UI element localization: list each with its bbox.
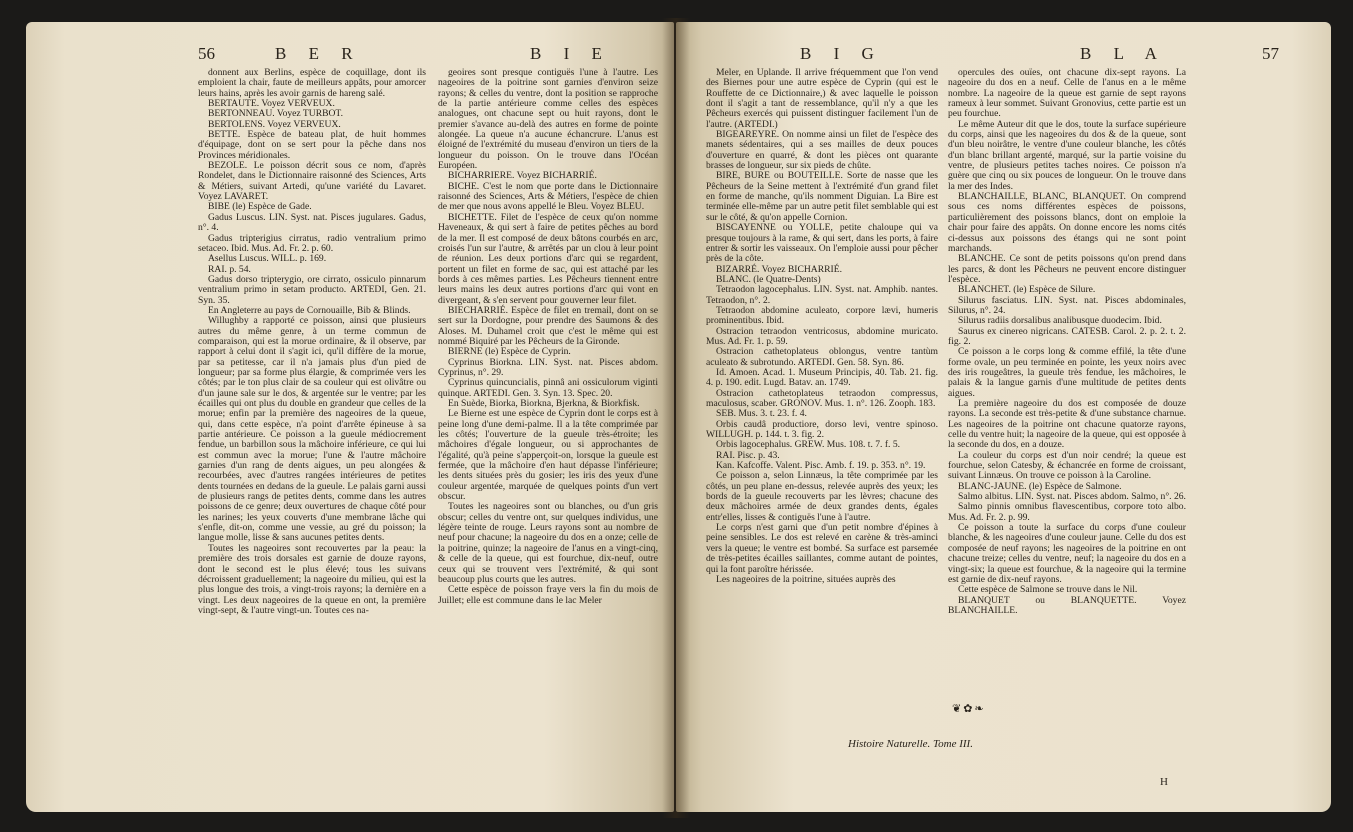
paragraph: BICHE. C'est le nom que porte dans le Dictionnaire raisonné des Sciences, Arts & Métiers, l'espèce de chien de mer que nous avons appellé le Bleu. Voyez BLEU.	[438, 180, 658, 213]
paragraph: BEZOLE. Le poisson décrit sous ce nom, d'après Rondelet, dans le Dictionnaire raisonné des Sciences, Arts & Métiers, suivant Artedi, qu'une variété du Lavaret. Voyez LAVARET.	[198, 160, 426, 203]
page-56-column-2	[438, 68, 658, 780]
page-57-column-1	[706, 68, 938, 718]
signature-mark: H	[1160, 776, 1168, 788]
paragraph: SEB. Mus. 3. t. 23. f. 4.	[716, 408, 807, 420]
paragraph: Toutes les nageoires sont recouvertes par la peau: la première des trois dorsales est garnie de douze rayons, dont le second est le plus élevé; tous les suivans décroissent graduellement; la nageoire du milieu, qui est la plus longue des trois, a vingt-trois rayons; la dernière en a vingt. Les deux nageoires de la queue en ont, la première vingt-sept, & l'autre vingt-un. Toutes ces na-	[198, 542, 426, 616]
paragraph: BLANC-JAUNE. (le) Espèce de Salmone.	[958, 480, 1122, 492]
paragraph: La couleur du corps est d'un noir cendré; la queue est fourchue, selon Catesby, & échancrée en forme de croissant, suivant Linnæus. On trouve ce poisson à la Caroline.	[948, 449, 1186, 482]
page-footer: Histoire Naturelle. Tome III.	[848, 738, 973, 750]
paragraph: BICHETTE. Filet de l'espèce de ceux qu'on nomme Haveneaux, & qui sert à faire de petites pêches au bord de la mer. Il est composé de deux bâtons courbés en arc, croisés l'un sur l'autre, & arrêtés par un clou à leur point de réunion. Les deux portions d'arc qui se regardent, portent un filet en forme de sac, qui est attaché par les bords à ces mêmes parties. Les Pêcheurs tiennent entre leurs mains les deux autres portions d'arc qui vont en divergeant, & s'en servent pour gouverner leur filet.	[438, 211, 658, 306]
running-head-bie: B I E	[530, 44, 611, 63]
paragraph: Gadus tripterigius cirratus, radio ventralium primo setaceo. Ibid. Mus. Ad. Fr. 2. p. 60.	[198, 232, 426, 254]
paragraph: Willughby a rapporté ce poisson, ainsi que plusieurs autres du même genre, à un terme commun de comparaison, qui est la morue ordinaire, & il observe, par rapport à celui dont il s'agit ici, qu'il diffère de la morue, par sa petitesse, car il n'a jamais plus d'un pied de longueur; par sa forme plus élargie, & comprimée vers les côtés; par le ton plus clair de sa couleur qui est olivâtre ou d'un jaune sale sur le dos, & argentée sur le ventre; par les écailles qui ont plus du double en grandeur que celles de la morue; enfin par la première des nageoires de la queue, qui, dans cette espèce, n'a point d'arrête épineuse à sa partie antérieure. Ce poisson a la gueule médiocrement fendue, un barbillon sous la mâchoire inférieure, ce qui lui est commun avec la morue; l'une & l'autre mâchoire garnies d'un rang de dents aigues, un peu alongées & recourbées, avec d'autres rangées intérieures de petites dents tournées en dedans de la gueule. Le palais garni aussi de plusieurs rangs de petites dents, comme dans les autres poissons de ce genre; deux ouvertures de chaque côté pour les narines; les yeux couverts d'une membrane lâche qui s'enfle, dit-on, comme une vessie, au gré du poisson; la langue molle, lisse & sans aucunes petites dents.	[198, 315, 426, 544]
paragraph: Le même Auteur dit que le dos, toute la surface supérieure du corps, ainsi que les nageoires du dos & de la queue, sont d'un bleu noirâtre, le ventre d'une couleur blanche, les côtés d'un blanc brillant argenté, marqué, sur la partie voisine du ventre, de plusieurs petites taches noires. Ce poisson n'a guère que cinq ou six pouces de longueur. On le trouve dans la mer des Indes.	[948, 118, 1186, 192]
paragraph: geoires sont presque contiguës l'une à l'autre. Les nageoires de la poitrine sont garnies d'environ seize rayons; & celles du ventre, dont la position se rapproche de la partie antérieure comme celles des espèces analogues, ont chacune sept ou huit rayons, dont le premier s'avance au-delà des autres en forme de pointe alongée. La queue n'a aucune échancrure. L'anus est éloigné de l'extrémité du museau d'environ un tiers de la longueur du poisson. On le trouve dans l'Océan Européen.	[438, 68, 658, 172]
paragraph: Cette espèce de Salmone se trouve dans le Nil.	[958, 584, 1138, 596]
paragraph: Toutes les nageoires sont ou blanches, ou d'un gris obscur; celles du ventre ont, sur quelques individus, une légère teinte de rouge. Leurs rayons sont au nombre de neuf pour chacune; la nageoire du dos en a onze; celle de la poitrine, quinze; la nageoire de l'anus en a vingt-cinq, & celle de la queue, qui est fourchue, dix-neuf, outre ceux qui se trouvent vers l'extrémité, & qui sont beaucoup plus courts que les autres.	[438, 501, 658, 585]
paragraph: BLANC. (le Quatre-Dents)	[716, 273, 821, 285]
paragraph: BIERNE (le) Espèce de Cyprin.	[448, 346, 571, 358]
running-head-big: B I G	[800, 44, 883, 63]
page-56-column-1	[198, 68, 426, 780]
paragraph: BIECHARRIÉ. Espèce de filet en tremail, dont on se sert sur la Dordogne, pour prendre des Saumons & des Aloses. M. Duhamel croit que c'est le même qui est nommé Biquiré par les Pêcheurs de la Gironde.	[438, 304, 658, 347]
paragraph: Le corps n'est garni que d'un petit nombre d'épines à peine sensibles. Le dos est relevé en carène & très-aminci vers la queue; le ventre est bombé. Sa surface est parsemée de très-petites écailles saillantes, comme autant de pointes, qui la font paroître hérissée.	[706, 522, 938, 575]
paragraph: Silurus fasciatus. LIN. Syst. nat. Pisces abdominales, Silurus, n°. 24.	[948, 294, 1186, 316]
paragraph: BLANCHE. Ce sont de petits poissons qu'on prend dans les parcs, & dont les Pêcheurs ne peuvent encore distinguer l'espèce.	[948, 253, 1186, 285]
paragraph: Gadus dorso tripterygio, ore cirrato, ossiculo pinnarum ventralium primo in setam producto. ARTEDI, Gen. 21. Syn. 35.	[198, 273, 426, 306]
paragraph: Les nageoires de la poitrine, situées auprès des	[716, 573, 896, 585]
page-number-left: 56	[198, 44, 215, 63]
paragraph: BIBE (le) Espèce de Gade.	[208, 201, 312, 213]
paragraph: BIZARRÉ. Voyez BICHARRIÉ.	[716, 263, 842, 275]
paragraph: Salmo albitus. LIN. Syst. nat. Pisces abdom. Salmo, n°. 26.	[958, 491, 1186, 503]
decorative-ornament-icon: ❦✿❧	[952, 702, 986, 715]
paragraph: Silurus radiis dorsalibus analibusque duodecim. Ibid.	[958, 315, 1162, 327]
paragraph: Gadus Luscus. LIN. Syst. nat. Pisces jugulares. Gadus, n°. 4.	[198, 211, 426, 234]
paragraph: La première nageoire du dos est composée de douze rayons. La seconde est très-petite & d'une substance charnue. Les nageoires de la poitrine ont chacune quatorze rayons, celle du ventre huit; la nageoire de la queue, qui est opposée à la seconde du dos, en a douze.	[948, 398, 1186, 451]
paragraph: Cyprinus quincuncialis, pinnâ ani ossiculorum viginti quinque. ARTEDI. Gen. 3. Syn. 13. Spec. 20.	[438, 377, 658, 399]
paragraph: Saurus ex cinereo nigricans. CATESB. Carol. 2. p. 2. t. 2. fig. 2.	[948, 325, 1186, 347]
paragraph: Le Bierne est une espèce de Cyprin dont le corps est à peine long d'une demi-palme. Il a la tête comprimée par les côtés; l'ouverture de la gueule très-étroite; les mâchoires d'égale longueur, ou si approchantes de l'égalité, qu'à peine s'apperçoit-on, lorsque la gueule est fermée, que la mâchoire d'en haut dépasse l'inférieure; les dents situées près du gosier; les iris des yeux d'une couleur argentée, marquée de quelques points d'un vert obscur.	[438, 408, 658, 503]
paragraph: Ce poisson a, selon Linnæus, la tête comprimée par les côtés, un peu plane en-dessus, relevée auprès des yeux; les bords de la gueule recouverts par les lèvres; chacune des deux mâchoires armée de deux grandes dents, égales entr'elles, lisses & contiguës l'une à l'autre.	[706, 470, 938, 523]
paragraph: Ostracion tetraodon ventricosus, abdomine muricato. Mus. Ad. Fr. 1. p. 59.	[706, 325, 938, 347]
paragraph: BETTE. Espèce de bateau plat, de huit hommes d'équipage, dont on se sert pour la pêche dans nos Provinces méridionales.	[198, 129, 426, 161]
paragraph: BLANCHET. (le) Espèce de Silure.	[958, 284, 1096, 296]
paragraph: BIGEAREYRE. On nomme ainsi un filet de l'espèce des manets sédentaires, qui a ses mailles de deux pouces d'ouverture en quarré, & dont les pièces ont quarante brasses de longueur, sur six pieds de chûte.	[706, 129, 938, 172]
paragraph: RAI. Pisc. p. 43.	[716, 449, 780, 461]
paragraph: BIRE, BURE ou BOUTEILLE. Sorte de nasse que les Pêcheurs de la Seine mettent à l'extrémité d'un grand filet en forme de manche, qu'ils nomment Diguian. La Bire est terminée elle-même par un autre petit filet semblable qui est sur le côté, & qu'on appelle Cornion.	[706, 170, 938, 223]
paragraph: En Suède, Biorka, Biorkna, Bjerkna, & Biorkfisk.	[448, 398, 640, 409]
paragraph: BICHARRIERE. Voyez BICHARRIÉ.	[448, 170, 597, 182]
paragraph: Ce poisson a le corps long & comme effilé, la tête d'une forme ovale, un peu terminée en pointe, les yeux noirs avec des iris rougeâtres, la gueule très fendue, les mâchoires, le palais & la langue garnis d'une multitude de petites dents aigues.	[948, 346, 1186, 399]
running-head-bla: B L A	[1080, 44, 1166, 63]
paragraph: Ce poisson a toute la surface du corps d'une couleur blanche, & les nageoires d'une couleur jaune. Celle du dos est composée de neuf rayons; les nageoires de la poitrine en ont chacune treize; celles du ventre, neuf; la nageoire du dos en a vingt-six; la queue est fourchue, & la nageoire qui la termine est garnie de dix-neuf rayons.	[948, 522, 1186, 585]
paragraph: Ostracion cathetoplateus tetraodon compressus, maculosus, scaber. GRONOV. Mus. 1. n°. 126. Zooph. 183.	[706, 387, 938, 409]
paragraph: Tetraodon lagocephalus. LIN. Syst. nat. Amphib. nantes. Tetraodon, n°. 2.	[706, 284, 938, 306]
running-head-ber: B E R	[275, 44, 362, 63]
paragraph: Tetraodon abdomine aculeato, corpore lævi, humeris prominentibus. Ibid.	[706, 304, 938, 327]
paragraph: Cyprinus Biorkna. LIN. Syst. nat. Pisces abdom. Cyprinus, n°. 29.	[438, 356, 658, 378]
paragraph: BISCAYENNE ou YOLLE, petite chaloupe qui va presque toujours à la rame, & qui sert, dans les ports, à faire entrer & sortir les vaisseaux. On l'emploie aussi pour pêcher près de la côte.	[706, 222, 938, 265]
paragraph: opercules des ouïes, ont chacune dix-sept rayons. La nageoire du dos en a neuf. Celle de l'anus en a le même nombre. La nageoire de la queue est garnie de sept rayons rameux à leur sommet. Suivant Gronovius, cette partie est un peu fourchue.	[948, 68, 1186, 120]
paragraph: BERTOLENS. Voyez VERVEUX.	[208, 118, 341, 130]
paragraph: RAI. p. 54.	[208, 263, 251, 275]
paragraph: BERTONNEAU. Voyez TURBOT.	[208, 108, 343, 120]
paragraph: Kan. Kafcoffe. Valent. Pisc. Amb. f. 19. p. 353. n°. 19.	[716, 460, 926, 472]
paragraph: Meler, en Uplande. Il arrive fréquemment que l'on vend des Biernes pour une autre espèce de Cyprin (qui est le Rouffette de ce Dictionnaire,) & avec laquelle le poisson dont il s'agit a tant de ressemblance, qu'il n'y a que les Pêcheurs exercés qui puissent distinguer facilement l'un de l'autre. (ARTEDI.)	[706, 68, 938, 130]
paragraph: Orbis lagocephalus. GREW. Mus. 108. t. 7. f. 5.	[716, 439, 901, 451]
paragraph: En Angleterre au pays de Cornouaille, Bib & Blinds.	[208, 304, 411, 316]
paragraph: Id. Amoen. Acad. 1. Museum Principis, 40. Tab. 21. fig. 4. p. 190. edit. Lugd. Batav. an. 1749.	[706, 366, 938, 389]
paragraph: BERTAUTE. Voyez VERVEUX.	[208, 98, 335, 110]
paragraph: Ostracion cathetoplateus oblongus, ventre tantùm aculeato & subrotundo. ARTEDI. Gen. 58. Syn. 86.	[706, 346, 938, 368]
paragraph: donnent aux Berlins, espèce de coquillage, dont ils emploient la chair, faute de meilleurs appâts, pour amorcer leurs hains, après les avoir garnis de hareng salé.	[198, 68, 426, 99]
paragraph: BLANCHAILLE, BLANC, BLANQUET. On comprend sous ces noms différentes espèces de poissons, particulièrement des poissons blancs, dont on emploie la chair pour faire des appâts. On donne encore les noms cités ci-dessus aux poissons des étangs qui ne sont point marchands.	[948, 191, 1186, 254]
page-57-column-2	[948, 68, 1186, 758]
paragraph: Asellus Luscus. WILL. p. 169.	[208, 253, 327, 265]
paragraph: Cette espèce de poisson fraye vers la fin du mois de Juillet; elle est commune dans le lac Meler	[438, 584, 658, 606]
page-number-right: 57	[1262, 44, 1279, 63]
paragraph: Salmo pinnis omnibus flavescentibus, corpore toto albo. Mus. Ad. Fr. 2. p. 99.	[948, 501, 1186, 523]
paragraph: Orbis caudâ productiore, dorso levi, ventre spinoso. WILLUGH. p. 144. t. 3. fig. 2.	[706, 418, 938, 441]
book-gutter	[662, 18, 690, 818]
paragraph: BLANQUET ou BLANQUETTE. Voyez BLANCHAILLE.	[948, 594, 1186, 616]
